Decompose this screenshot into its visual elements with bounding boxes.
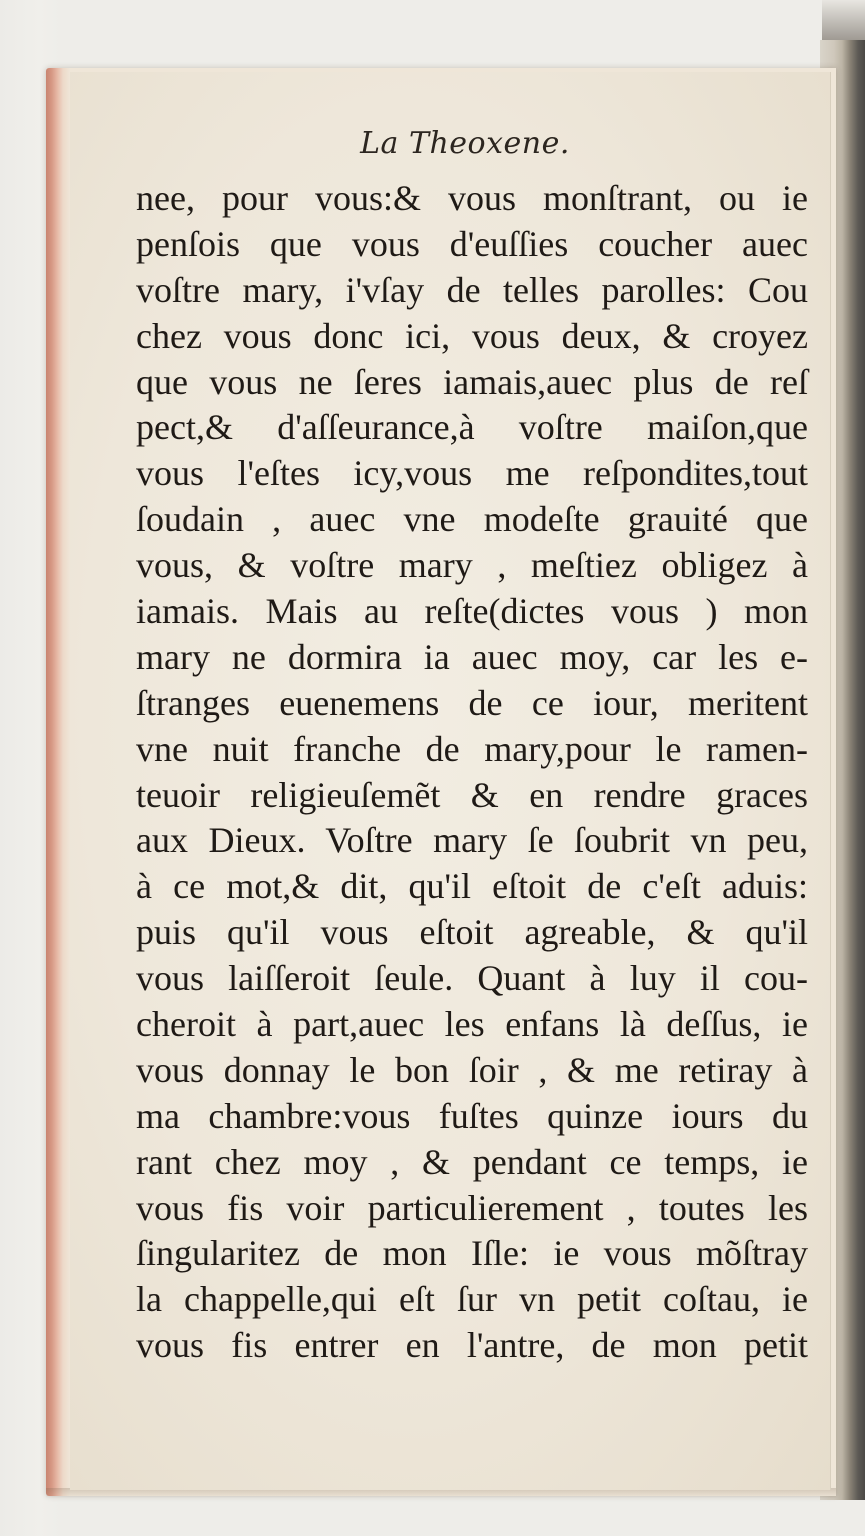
text-line: ma chambre:vous fuſtes quinze iours du [136, 1095, 808, 1136]
text-line: cheroit à part,auec les enfans là deſſus, ie [136, 1004, 808, 1045]
text-line: vous l'eſtes icy,vous me reſpondites,tout [136, 453, 808, 494]
text-line: ſingularitez de mon Iſle: ie vous mõſtray [136, 1233, 808, 1274]
text-line: la chappelle,qui eſt ſur vn petit coſtau, ie [136, 1279, 808, 1320]
text-line: vous, & voſtre mary , meſtiez obligez à [136, 545, 808, 586]
page-text [136, 176, 816, 1369]
text-line: ſtranges euenemens de ce iour, meritent [136, 682, 808, 723]
text-line: vne nuit franche de mary,pour le ramen- [136, 728, 808, 769]
text-line: vous fis voir particulierement , toutes les [136, 1187, 808, 1228]
text-line: mary ne dormira ia auec moy, car les e- [136, 636, 808, 677]
text-line: voſtre mary, i'vſay de telles parolles: Cou [136, 269, 808, 310]
text-line: ſoudain , auec vne modeſte grauité que [136, 499, 808, 540]
text-line: chez vous donc ici, vous deux, & croyez [136, 315, 808, 356]
text-line: vous fis entrer en l'antre, de mon petit [136, 1325, 808, 1366]
text-line: pect,& d'aſſeurance,à voſtre maiſon,que [136, 407, 808, 448]
text-line: vous donnay le bon ſoir , & me retiray à [136, 1049, 808, 1090]
text-line: puis qu'il vous eſtoit agreable, & qu'il [136, 912, 808, 953]
running-head: La Theoxene. [360, 126, 570, 161]
text-line: rant chez moy , & pendant ce temps, ie [136, 1141, 808, 1182]
text-line: penſois que vous d'euſſies coucher auec [136, 223, 808, 264]
text-line: que vous ne ſeres iamais,auec plus de reſ [136, 361, 808, 402]
text-line: vous laiſſeroit ſeule. Quant à luy il cou- [136, 958, 808, 999]
text-line: nee, pour vous:& vous monſtrant, ou ie [136, 178, 808, 218]
text-line: à ce mot,& dit, qu'il eſtoit de c'eſt aduis: [136, 866, 808, 907]
text-line: aux Dieux. Voſtre mary ſe ſoubrit vn peu, [136, 820, 808, 861]
text-line: iamais. Mais au reſte(dictes vous ) mon [136, 591, 808, 632]
text-line: teuoir religieuſemẽt & en rendre graces [136, 774, 808, 815]
